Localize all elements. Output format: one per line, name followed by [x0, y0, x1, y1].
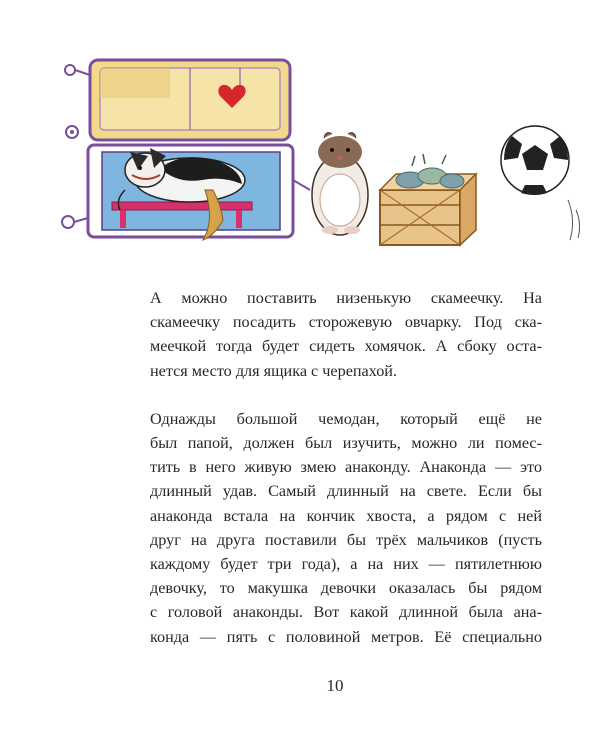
text-line: меечкой тогда будет сидеть хомячок. А сбоку оста-: [150, 337, 542, 356]
text-line: А можно поставить низенькую скамеечку. На: [150, 289, 542, 307]
paragraph-2: [127, 407, 542, 649]
text-line: длинный удав. Самый длинный на свете. Если бы: [150, 482, 542, 501]
text-line: каждому будет три года), а на них — пятилетнюю: [150, 555, 542, 574]
page-number: 10: [326, 676, 344, 695]
text-line: тить в него живую змею анаконду. Анаконда — это: [150, 458, 542, 477]
text-line: скамеечку посадить сторожевую овчарку. Под ска-: [150, 313, 542, 332]
text-line: конда — пять с половиной метров. Её специально: [150, 627, 542, 646]
text-line: друг на друга поставили бы трёх мальчиков (пусть: [150, 530, 542, 549]
text-line: девочку, то макушка девочки оказалась бы рядом: [150, 579, 542, 598]
text-line: нется место для ящика с черепахой.: [150, 361, 398, 380]
paragraph-1: [127, 286, 542, 383]
ball-icon: [501, 126, 580, 240]
text-line: с головой анаконды. Вот какой длинной была ана-: [150, 603, 542, 622]
text-line: Однажды большой чемодан, который ещё не: [150, 409, 542, 428]
illustration: [40, 40, 580, 270]
text-line: был папой, должен был изучить, можно ли помес-: [150, 434, 542, 453]
text-line: анаконда встала на кончик хвоста, а рядом с ней: [150, 506, 542, 525]
turtle-icon: [396, 154, 464, 188]
body-text: [127, 286, 542, 649]
hamster-icon: [312, 133, 368, 235]
